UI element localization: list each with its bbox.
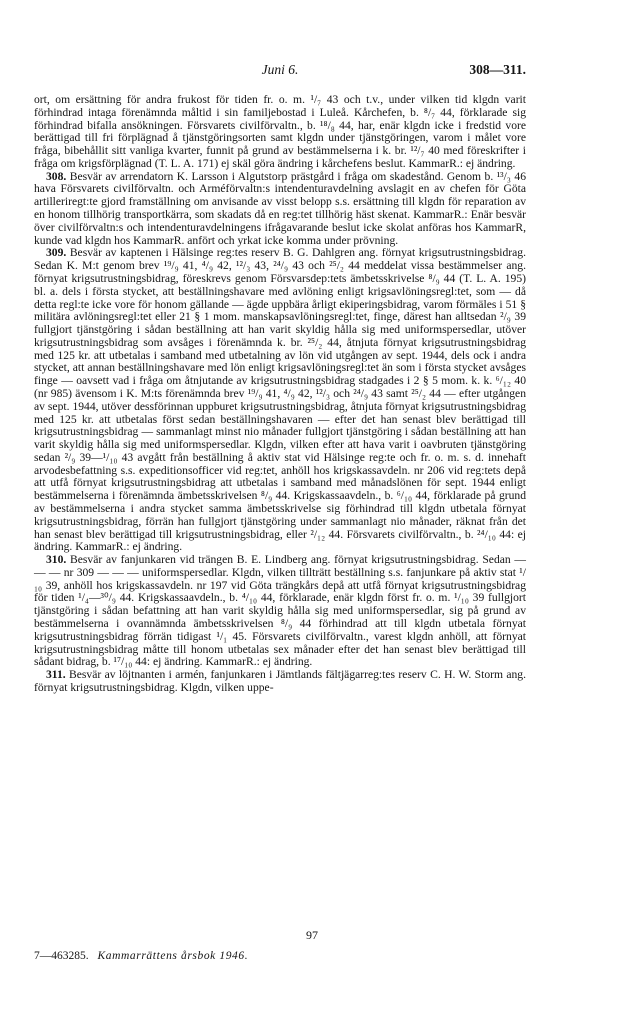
running-header xyxy=(34,62,526,80)
case-number: 308. xyxy=(46,169,67,183)
paragraph-text: Besvär av fanjunkaren vid trängen B. E. Lindberg ang. förnyat krigsutrustningsbidrag. Sedan — — — nr 309 — — — uniformspersedlar. Klgdn, vilken tillträtt beställning s.s. fanjunkare på aktiv stat ¹/₁₀ 39, anhöll hos krigskassavdeln. nr 197 vid Göta trängkårs depå att utfå förnyat krigsutrustningsbidrag för tiden ¹/₄—³⁰/₉ 44. Krigskassaavdeln., b. ⁴/₁₀ 44, förklarade, enär klgdn först fr. o. m. ¹/₁₀ 39 fullgjort tjänstgöring i sådan befattning att han varit skyldig hålla sig med uniformspersedlar, sig på grund av bestämmelserna i ovannämnda ämbetsskrivelsen ⁸/₉ 44 förhindrad att till klgdn utbetala förnyat krigsutrustningsbidrag förrän tidigast ¹/₁ 45. Försvarets civilförvaltn., varest klgdn anhöll, att förnyat krigsutrustningsbidrag måtte till honom utbetalas sex månader efter det han senast blev berättigad till sådant bidrag, b. ¹⁷/₁₀ 44: ej ändring. KammarR.: ej ändring. xyxy=(34,553,526,669)
case-number: 311. xyxy=(46,668,66,682)
paragraph-text: Besvär av arrendatorn K. Larsson i Algutstorp prästgård i fråga om skadestånd. Genom b. ¹³/₃ 46 hava Försvarets civilförvaltn. och Arméförvaltn:s intendenturavdelning avslagit en av chefen för Göta artilleriregt:te gjord framställning om anvisande av visst belopp s.s. ersättning till klgdn för reparation av en honom tillhörig transportkärra, som skadats då en reg:tet tillhörig häst skenat. KammarR.: Enär besvär över civilförvaltn:s och intendenturavdelningens ifrågavarande beslut icke skolat anföras hos KammarR, kunde vad klgdn hos KammarR. anfört och yrkat icke komma under prövning. xyxy=(34,169,526,247)
page-footer xyxy=(34,950,248,962)
case-308 xyxy=(34,171,526,248)
section-range: 308—311. xyxy=(469,62,526,77)
paragraph-continued xyxy=(34,94,526,171)
page-number: 97 xyxy=(306,928,318,942)
running-title: Juni 6. xyxy=(261,62,299,77)
case-311 xyxy=(34,669,526,695)
body-text xyxy=(34,94,526,695)
case-310 xyxy=(34,554,526,669)
print-code: 7—463285. xyxy=(34,950,89,962)
paragraph-text: Besvär av löjtnanten i armén, fanjunkaren i Jämtlands fältjägarreg:tes reserv C. H. W. Storm ang. förnyat krigsutrustningsbidrag. Klgdn, vilken uppe- xyxy=(34,668,526,694)
case-number: 310. xyxy=(46,553,67,567)
paragraph-text: ort, om ersättning för andra frukost för tiden fr. o. m. ¹/₇ 43 och t.v., under vilken tid klgdn varit förhindrad intaga förenämnda måltid i sin familjebostad i Luleå. Kårchefen, b. ⁸/₇ 44, förklarade sig förhindrad bifalla ansökningen. Försvarets civilförvaltn., b. ¹⁸/₈ 44, har, enär klgdn icke i fredstid vore berättigad till fri förplägnad å tjänstgöringsorten samt klgdn under tjänstgöringen, varom i målet vore fråga, bibehållit sitt vanliga kvarter, funnit på grund av bestämmelserna i k. br. ¹²/₇ 40 med föreskrifter i fråga om krigsförplägnad (T. L. A. 171) ej skäl göra ändring i kårchefens beslut. KammarR.: ej ändring. xyxy=(34,93,526,170)
case-number: 309. xyxy=(46,246,67,260)
paragraph-text: Besvär av kaptenen i Hälsinge reg:tes reserv B. G. Dahlgren ang. förnyat krigsutrustningsbidrag. Sedan K. M:t genom brev ¹⁹/₉ 41, ⁴/₉ 42, ¹²/₃ 43, ²⁴/₉ 43 och ²⁵/₂ 44 meddelat vissa bestämmelser ang. förnyat krigsutrustningsbidrag, föreskrevs genom Försvarsdep:tets ämbetsskrivelse ⁸/₉ 44 (T. L. A. 195) bl. a. dels i första stycket, att beställningshavare med avlöning enligt krigsavlöningsregl:tet, som — då detta regl:te icke vore för honom gällande — ägde uppbära årligt ekiperingsbidrag, varom förmäles i 51 § militära avlöningsregl:tet eller 21 § 1 mom. manskapsavlöningsregl:tet, finge, därest han alltsedan ²/₉ 39 fullgjort tjänstgöring i sådan beställning att han varit skyldig hålla sig med uniformspersedlar, utöver krigsutrustningsbidrag som avsåges i förenämnda k. br. ²⁵/₂ 44, åtnjuta förnyat krigsutrustningsbidrag med 125 kr. att utbetalas i samband med utbetalning av lön vid utgången av sept. 1944, dels ock i andra stycket, att annan beställningshavare med lön enligt krigsavlöningsregl:tet än som i första stycket avsåges finge — oavsett vad i fråga om åtnjutande av krigsutrustningsbidrag stadgades i 2 § 5 mom. k. k. ⁶/₁₂ 40 (nr 985) ävensom i K. M:ts förenämnda brev ¹⁹/₉ 41, ⁴/₉ 42, ¹²/₃ och ²⁴/₉ 43 samt ²⁵/₂ 44 — efter utgången av sept. 1944, utöver dessförinnan uppburet krigsutrustningsbidrag, åtnjuta förnyat krigsutrustningsbidrag med 125 kr. att utbetalas först sedan beställningshavaren — efter det han senast blev berättigad till krigsutrustningsbidrag — sammanlagt minst nio månader fullgjort tjänstgöring i sådan beställning att han varit skyldig hålla sig med uniformspersedlar. Klgdn, vilken efter att hava varit i oavbruten tjänstgöring sedan ²/₉ 39—¹/₁₀ 43 avgått från beställning å aktiv stat vid Hälsinge reg:te och fr. o. m. s. d. innehaft arvodesbefattning s.s. expeditionsofficer vid reg:tet, anhöll hos krigskassavdeln. nr 206 vid reg:tets depå att utfå förnyat krigsutrustningsbidrag att utbetalas i samband med månadslönen för sept. 1944 enligt bestämmelserna i förenämnda ämbetsskrivelsen ⁸/₉ 44. Krigskassaavdeln., b. ⁶/₁₀ 44, förklarade på grund av bestämmelserna i andra stycket samma ämbetsskrivelse sig förhindrad till klgdn utbetala förnyat krigsutrustningsbidrag, förrän han fullgjort tjänstgöring under sammanlagt nio månader, räknat från det han senast blev berättigad till krigsutrustningsbidrag, eller ²/₁₂ 44. Försvarets civilförvaltn., b. ²⁴/₁₀ 44: ej ändring. KammarR.: ej ändring. xyxy=(34,246,526,554)
case-309 xyxy=(34,247,526,554)
imprint: Kammarrättens årsbok 1946. xyxy=(97,950,249,962)
